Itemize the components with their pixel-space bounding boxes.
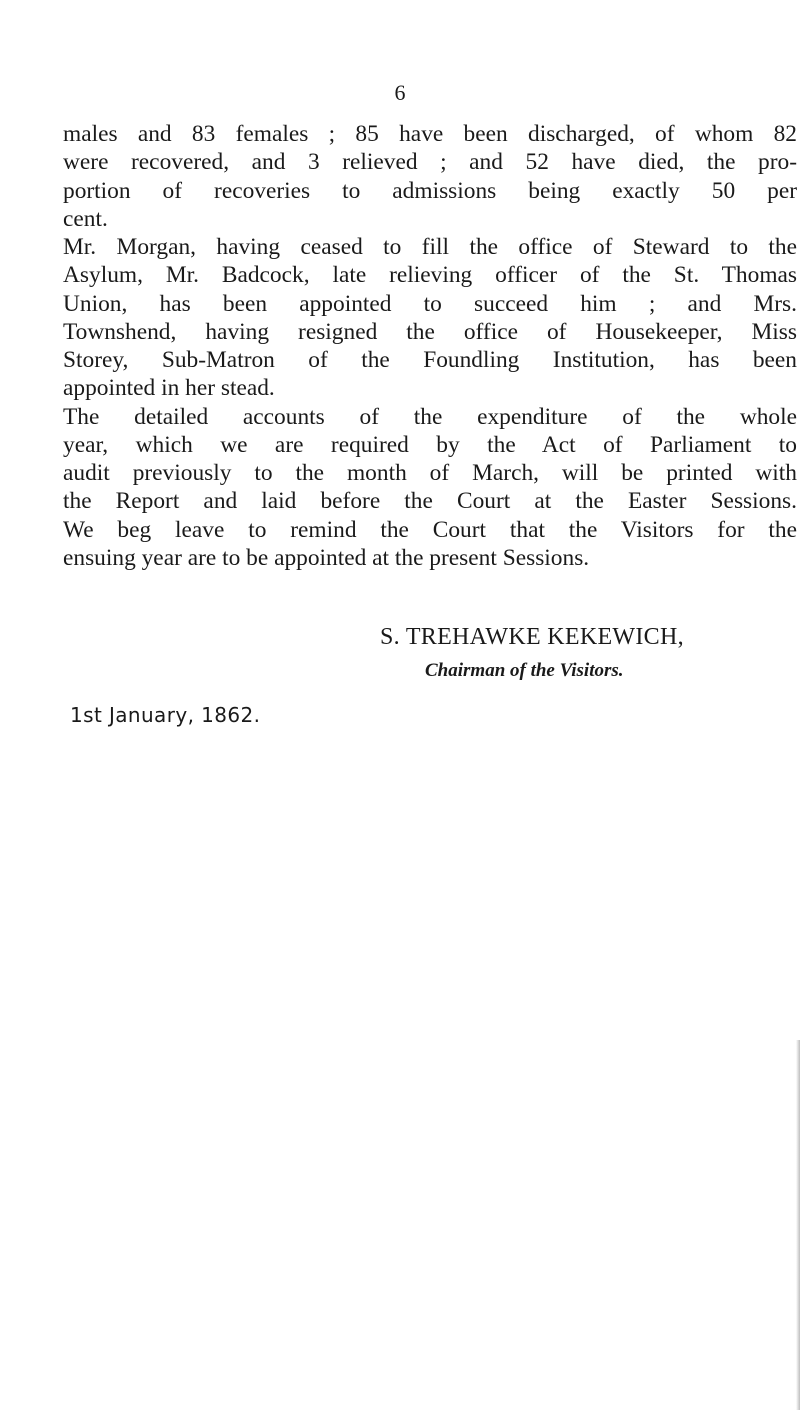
text-line: Union, has been appointed to succeed him ; and Mrs. [63, 290, 797, 317]
text-line: were recovered, and 3 relieved ; and 52 have died, the pro- [63, 149, 797, 176]
text-line: males and 83 females ; 85 have been discharged, of whom 82 [63, 121, 797, 147]
signature-name: S. TREHAWKE KEKEWICH, [380, 624, 684, 650]
text-line: Townshend, having resigned the office of Housekeeper, Miss [63, 318, 797, 345]
signature-title: Chairman of the Visitors. [425, 660, 624, 681]
text-line: appointed in her stead. [63, 375, 275, 402]
page-edge-shadow [796, 1040, 800, 1410]
text-line: cent. [63, 205, 108, 232]
report-body [63, 120, 799, 572]
text-line: the Report and laid before the Court at the Easter Sessions. [63, 488, 797, 515]
text-line: Mr. Morgan, having ceased to fill the office of Steward to the [63, 234, 797, 260]
text-line: ensuing year are to be appointed at the present Sessions. [63, 544, 590, 571]
text-line: Storey, Sub-Matron of the Foundling Institution, has been [63, 347, 797, 373]
text-line: Asylum, Mr. Badcock, late relieving officer of the St. Thomas [63, 262, 797, 289]
text-line: We beg leave to remind the Court that the Visitors for the [63, 516, 797, 543]
text-line: audit previously to the month of March, will be printed with [63, 460, 797, 486]
text-line: year, which we are required by the Act of Parliament to [63, 431, 797, 458]
date-line: 1st January, 1862. [70, 703, 261, 727]
text-line: portion of recoveries to admissions being exactly 50 per [63, 177, 797, 204]
text-line: The detailed accounts of the expenditure of the whole [63, 403, 797, 430]
page-number: 6 [394, 80, 406, 105]
